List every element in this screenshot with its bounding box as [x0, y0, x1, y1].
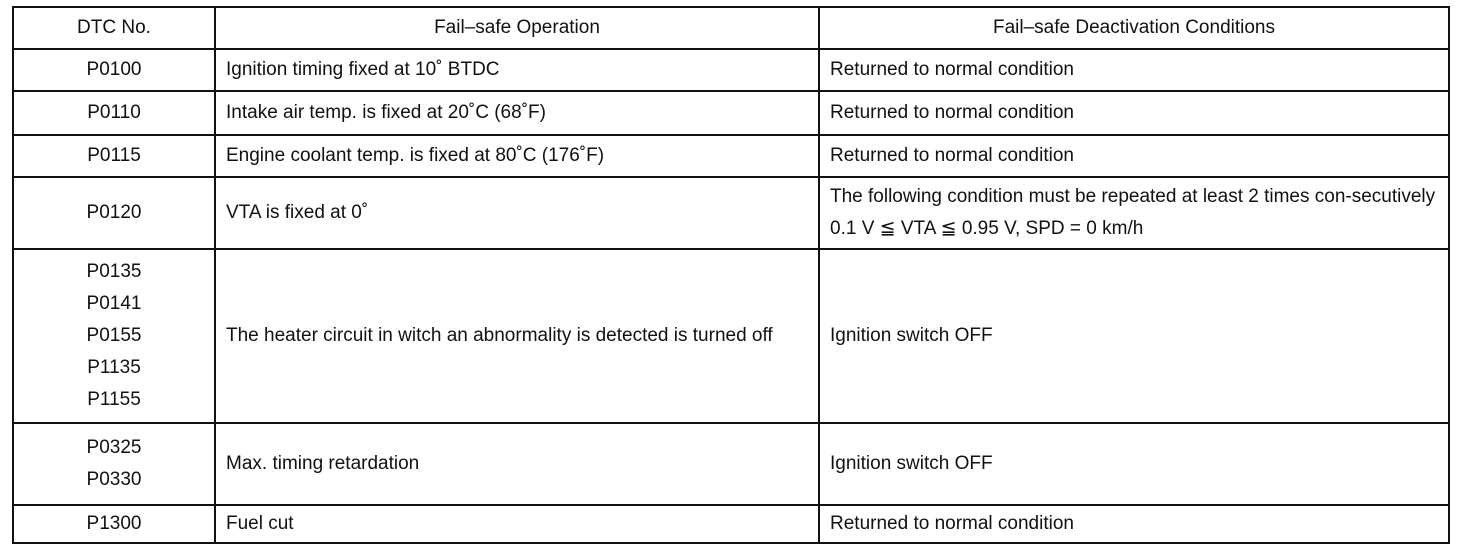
operation-text: Max. timing retardation	[226, 453, 420, 474]
dtc-code: P0325	[86, 437, 142, 458]
condition-cell	[819, 91, 1449, 135]
dtc-code: P1135	[87, 357, 141, 378]
operation-cell	[215, 91, 819, 135]
operation-text: Fuel cut	[226, 513, 294, 534]
condition-text: Returned to normal condition	[830, 59, 1074, 80]
dtc-code: P0135	[86, 261, 142, 282]
condition-cell	[819, 505, 1449, 543]
dtc-code: P0141	[86, 293, 142, 314]
table-header-row	[13, 7, 1449, 49]
condition-text: Returned to normal condition	[830, 145, 1074, 166]
dtc-cell	[13, 177, 215, 249]
dtc-code: P0115	[87, 145, 141, 166]
dtc-cell	[13, 91, 215, 135]
dtc-cell	[13, 423, 215, 505]
operation-cell	[215, 49, 819, 91]
dtc-cell	[13, 249, 215, 423]
dtc-code: P0100	[86, 59, 142, 80]
header-deactivation-conditions: Fail–safe Deactivation Conditions	[819, 7, 1449, 49]
table-row	[13, 135, 1449, 177]
operation-cell	[215, 135, 819, 177]
operation-cell	[215, 423, 819, 505]
header-fail-safe-operation: Fail–safe Operation	[215, 7, 819, 49]
table-row	[13, 177, 1449, 249]
operation-text: Ignition timing fixed at 10˚ BTDC	[226, 59, 500, 80]
condition-cell	[819, 249, 1449, 423]
table-row	[13, 49, 1449, 91]
condition-text: The following condition must be repeated at least 2 times con-secutively 0.1 V ≦ VTA ≦ 0.95 V, SPD = 0 km/h	[830, 186, 1436, 239]
operation-text: The heater circuit in witch an abnormality is detected is turned off	[226, 325, 773, 346]
table-row	[13, 249, 1449, 423]
table-row	[13, 505, 1449, 543]
operation-cell	[215, 505, 819, 543]
dtc-code: P0120	[86, 202, 142, 223]
operation-cell	[215, 249, 819, 423]
condition-cell	[819, 423, 1449, 505]
header-dtc-no: DTC No.	[13, 7, 215, 49]
dtc-code: P1300	[86, 513, 142, 534]
condition-cell	[819, 49, 1449, 91]
operation-text: Engine coolant temp. is fixed at 80˚C (176˚F)	[226, 145, 605, 166]
condition-text: Ignition switch OFF	[830, 325, 993, 346]
dtc-code: P0330	[86, 469, 142, 490]
dtc-cell	[13, 505, 215, 543]
dtc-code: P0155	[86, 325, 142, 346]
dtc-cell	[13, 135, 215, 177]
dtc-code: P0110	[87, 102, 141, 123]
table-row	[13, 91, 1449, 135]
dtc-code: P1155	[87, 389, 141, 410]
fail-safe-table-container	[12, 6, 1448, 544]
condition-text: Ignition switch OFF	[830, 453, 993, 474]
operation-text: VTA is fixed at 0˚	[226, 202, 369, 223]
operation-cell	[215, 177, 819, 249]
condition-text: Returned to normal condition	[830, 102, 1074, 123]
condition-text: Returned to normal condition	[830, 513, 1074, 534]
condition-cell	[819, 177, 1449, 249]
dtc-cell	[13, 49, 215, 91]
condition-cell	[819, 135, 1449, 177]
operation-text: Intake air temp. is fixed at 20˚C (68˚F)	[226, 102, 546, 123]
fail-safe-table	[12, 6, 1450, 544]
table-row	[13, 423, 1449, 505]
